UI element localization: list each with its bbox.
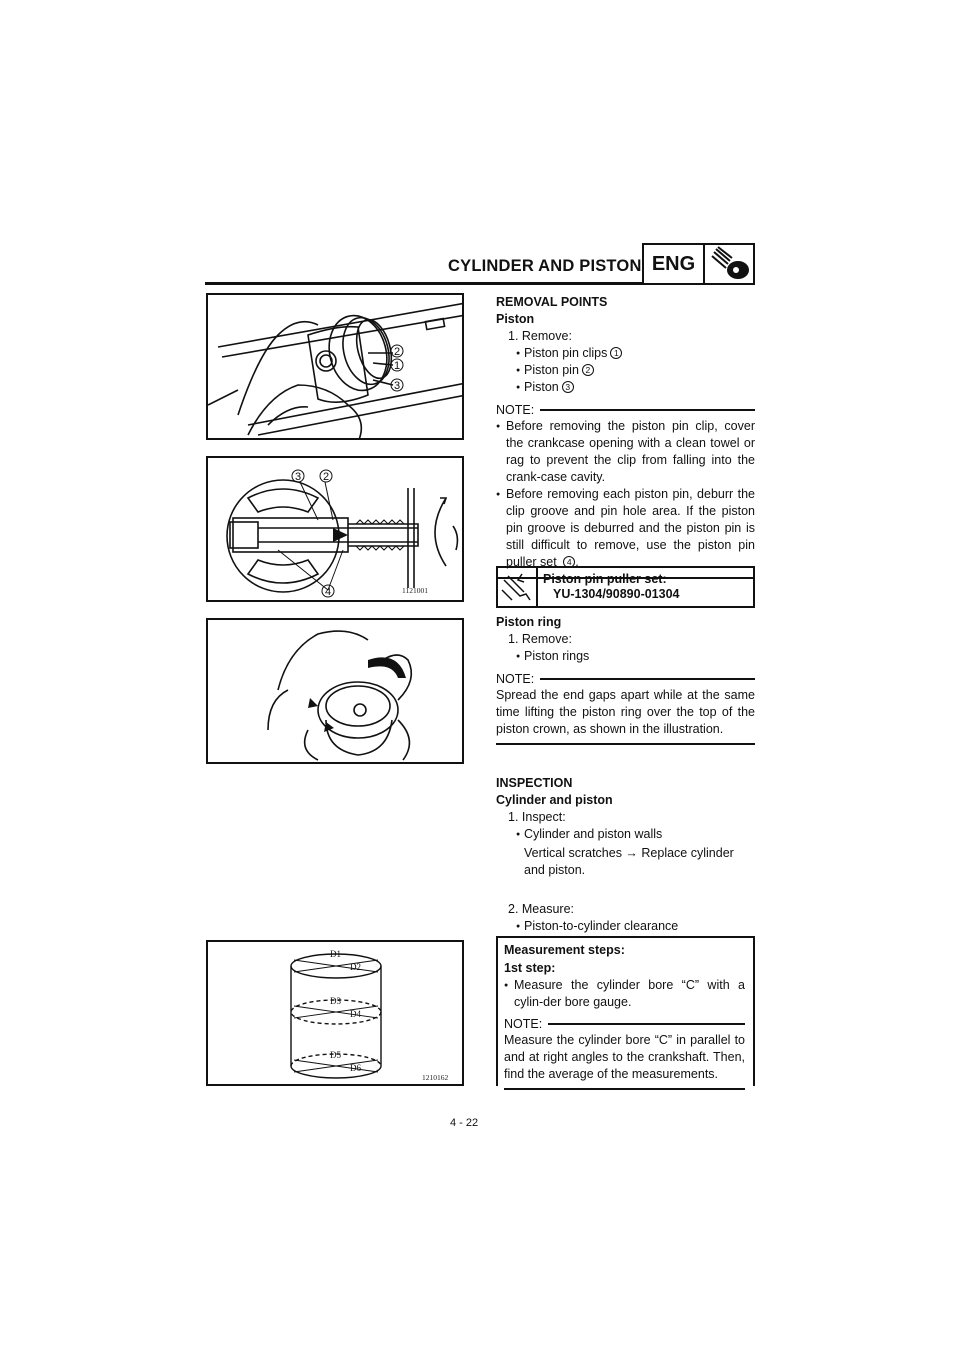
special-tool-box bbox=[496, 566, 755, 608]
sub-text: Vertical scratches → Replace cylinder bbox=[524, 846, 734, 860]
note-text: Spread the end gaps apart while at the same time lifting the piston ring over the top of the piston crown, as shown in the illustration. bbox=[496, 688, 755, 736]
callout-number: 3 bbox=[562, 381, 574, 393]
subsection-heading: Cylinder and piston bbox=[496, 793, 613, 807]
eng-label: ENG bbox=[644, 245, 705, 283]
note-label: NOTE: bbox=[504, 1017, 543, 1031]
note-header bbox=[496, 402, 755, 418]
callout-2: 2 bbox=[323, 471, 330, 483]
list-item: ● Piston 3 bbox=[496, 379, 755, 396]
sub-text: and piston. bbox=[524, 863, 586, 877]
list-item: ● Cylinder and piston walls bbox=[496, 826, 755, 843]
note-bullet: ● Measure the cylinder bore “C” with a cylin-der bore gauge. bbox=[504, 977, 745, 1011]
subsection-heading: Piston ring bbox=[496, 615, 562, 629]
label-d2: D2 bbox=[350, 962, 361, 972]
subsection-heading: Piston bbox=[496, 312, 535, 326]
label-d3: D3 bbox=[330, 996, 341, 1006]
note-label: NOTE: bbox=[496, 403, 535, 417]
note-bullet: ● Before removing the piston pin clip, cover the crankcase opening with a clean towel or rag to prevent the clip from falling into the crank-case cavity. bbox=[496, 418, 755, 486]
callout-1: 1 bbox=[394, 360, 401, 372]
section-badge bbox=[642, 243, 755, 285]
measurement-title: Measurement steps: bbox=[504, 943, 625, 957]
label-d6: D6 bbox=[350, 1063, 361, 1073]
list-item: ● Piston rings bbox=[496, 648, 755, 665]
callout-number: 1 bbox=[610, 347, 622, 359]
list-item: ● Piston pin clips 1 bbox=[496, 345, 755, 362]
engine-icon bbox=[705, 245, 753, 283]
section-heading: REMOVAL POINTS bbox=[496, 295, 608, 309]
figure-piston-ring-removal bbox=[206, 618, 464, 764]
page-title: CYLINDER AND PISTON bbox=[448, 257, 642, 275]
callout-number: 4 bbox=[563, 556, 575, 568]
piston-ring-section bbox=[496, 614, 755, 745]
label-d4: D4 bbox=[350, 1009, 361, 1019]
callout-3: 3 bbox=[295, 471, 302, 483]
note-label: NOTE: bbox=[496, 672, 535, 686]
tool-name: Piston pin puller set: bbox=[543, 572, 667, 586]
figure-code: 1210162 bbox=[422, 1073, 449, 1082]
figure-piston-pin-puller bbox=[206, 456, 464, 602]
note-end-rule bbox=[504, 1088, 745, 1090]
page-header bbox=[205, 243, 755, 286]
tool-text bbox=[538, 568, 680, 606]
figure-code: 1121001 bbox=[402, 586, 428, 595]
step-text: 2. Measure: bbox=[508, 902, 575, 916]
page-number: 4 - 22 bbox=[450, 1117, 479, 1129]
label-d5: D5 bbox=[330, 1050, 341, 1060]
note-rule bbox=[540, 409, 755, 411]
list-item: ● Piston-to-cylinder clearance bbox=[496, 918, 755, 935]
callout-3: 3 bbox=[394, 380, 401, 392]
list-item: ● Piston pin 2 bbox=[496, 362, 755, 379]
figure-cylinder-bore-diagram bbox=[206, 940, 464, 1086]
callout-2: 2 bbox=[394, 346, 401, 358]
step-text: 1. Remove: bbox=[508, 329, 572, 343]
measurement-steps-box bbox=[496, 936, 755, 1086]
note-end-rule bbox=[496, 743, 755, 745]
step-text: 1. Remove: bbox=[508, 632, 572, 646]
note-rule bbox=[540, 678, 755, 680]
note-bullet: ● Before removing each piston pin, deburr the clip groove and pin hole area. If the piston pin groove is deburred and the piston pin is still difficult to remove, use the piston pin puller set 4 . bbox=[496, 486, 755, 571]
section-heading: INSPECTION bbox=[496, 776, 573, 790]
tool-code: YU-1304/90890-01304 bbox=[553, 587, 680, 601]
header-rule bbox=[205, 282, 642, 285]
figure-piston-removal-photo bbox=[206, 293, 464, 440]
callout-number: 2 bbox=[582, 364, 594, 376]
removal-section bbox=[496, 294, 755, 579]
note-header bbox=[504, 1016, 745, 1032]
tool-icon bbox=[498, 568, 538, 606]
note-text: Measure the cylinder bore “C” in parallel to and at right angles to the crankshaft. Then, find the average of the measurements. bbox=[504, 1033, 745, 1081]
step-text: 1. Inspect: bbox=[508, 810, 566, 824]
inspection-section bbox=[496, 775, 755, 935]
measurement-step: 1st step: bbox=[504, 961, 556, 975]
label-d1: D1 bbox=[330, 949, 341, 959]
callout-4: 4 bbox=[325, 586, 332, 598]
note-header bbox=[496, 671, 755, 687]
note-rule bbox=[548, 1023, 745, 1025]
